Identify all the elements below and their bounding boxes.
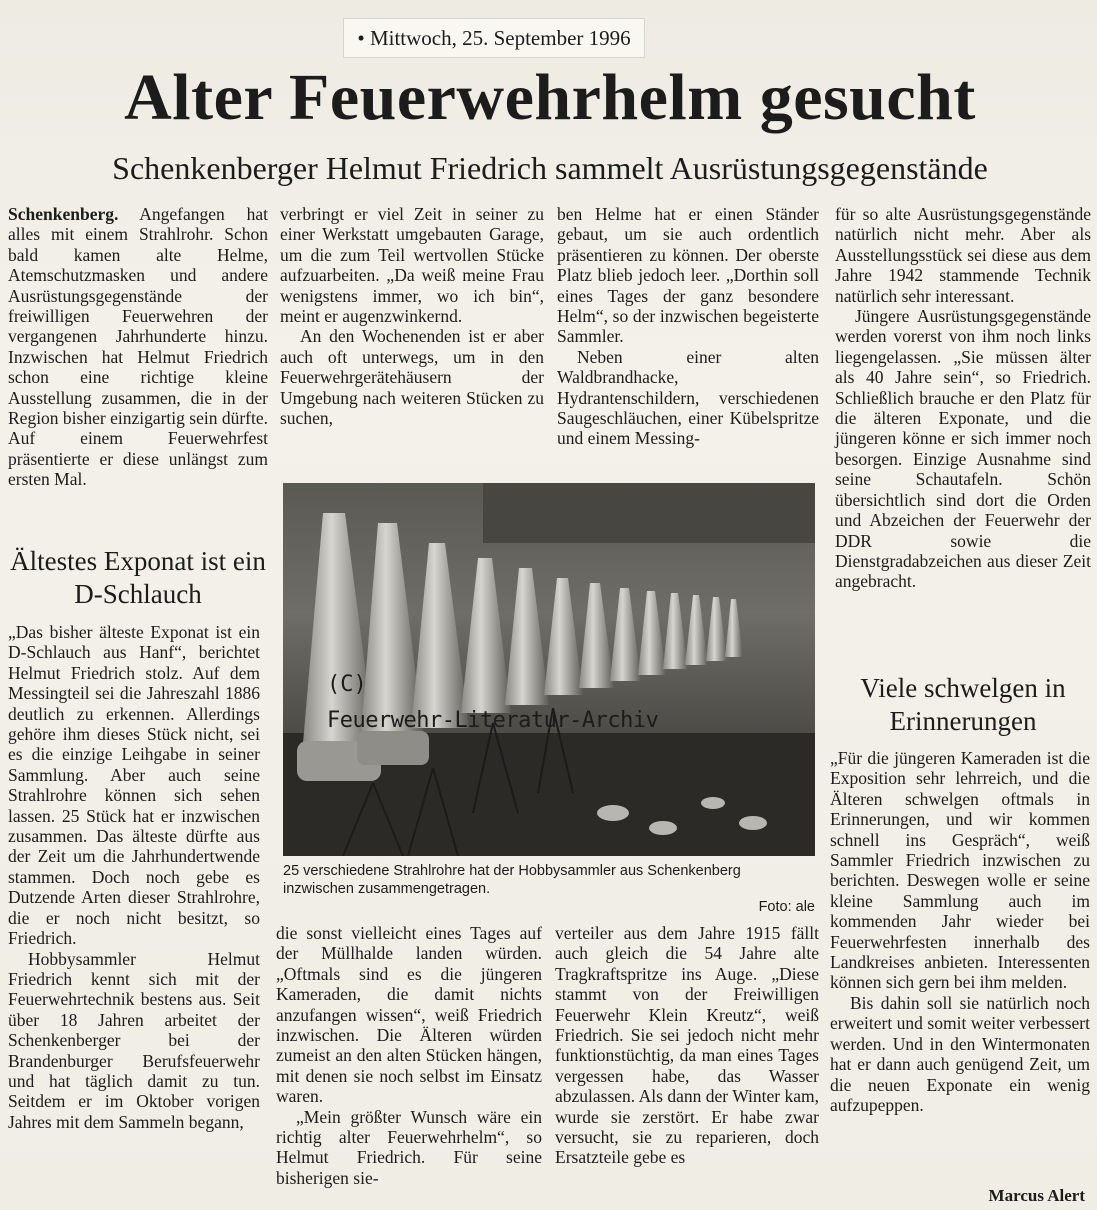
paragraph: Bis dahin soll sie natürlich noch erweitert und somit weiter verbessert werden. Und in den Wintermonaten hat er dann auch genügend Zeit, um die neuen Exponate ein wenig aufzupeppen.	[830, 992, 1090, 1115]
dateline: • Mittwoch, 25. September 1996	[343, 18, 645, 58]
paragraph: Jüngere Ausrüstungsgegenstände werden vorerst von ihm noch links liegengelassen. „Sie müssen älter als 40 Jahre sein“, so Friedrich. Schließlich brauche er den Platz für die älteren Exponate, und die jüngeren könne er sich immer noch besorgen. Einzige Ausnahme sind seine Schautafeln. Schön übersichtlich sind dort die Orden und Abzeichen der Feuerwehr der DDR sowie die Dienstgradabzeichen aus dieser Zeit angebracht.	[835, 306, 1091, 592]
paragraph: Hobbysammler Helmut Friedrich kennt sich mit der Feuerwehrtechnik bestens aus. Seit über 18 Jahren arbeitet der Schenkenberger bei der Brandenburger Berufsfeuerwehr und hat täglich damit zu tun. Seitdem er im Oktober vorigen Jahres mit dem Sammeln begann,	[8, 948, 260, 1132]
author-byline: Marcus Alert	[988, 1186, 1085, 1205]
paragraph: „Mein größter Wunsch wäre ein richtig alter Feuerwehrhelm“, so Helmut Friedrich. Für seine bisherigen sie-	[276, 1106, 542, 1188]
column-1-lower	[8, 622, 260, 1132]
photo-nozzles	[283, 483, 815, 856]
headline: Alter Feuerwehrhelm gesucht	[124, 61, 976, 134]
place-lead: Schenkenberg.	[8, 204, 119, 224]
paragraph: verbringt er viel Zeit in seiner zu einer Werkstatt umgebauten Garage, um die zum Teil wertvollen Stücke aufzuarbeiten. „Da weiß meine Frau wenigstens immer, wo ich bin“, meint er augenzwinkernd.	[280, 204, 544, 327]
column-1	[8, 204, 268, 490]
watermark-archive: Feuerwehr-Literatur-Archiv	[327, 708, 659, 733]
column-2-lower	[276, 923, 542, 1188]
column-3-lower	[555, 923, 819, 1168]
subheadline: Schenkenberger Helmut Friedrich sammelt Ausrüstungsgegenstände	[112, 150, 988, 186]
paragraph: die sonst vielleicht eines Tages auf der Müllhalde landen würden. „Oftmals sind es die jüngeren Kameraden, die damit nichts anzufangen wissen“, weiß Friedrich inzwischen. Die Älteren würden zumeist an den alten Stücken hängen, mit denen sie noch selbst im Einsatz waren.	[276, 923, 542, 1107]
photo-credit: Foto: ale	[758, 899, 815, 915]
photo-caption	[283, 862, 815, 915]
dateline-text: Mittwoch, 25. September 1996	[369, 26, 631, 50]
section-subtitle-memories: Viele schwelgen in Erinnerungen	[860, 673, 1066, 736]
paragraph: „Für die jüngeren Kameraden ist die Exposition sehr lehrreich, und die Älteren schwelgen oftmals in Erinnerungen, und wir kommen schnell ins Gespräch“, weiß Sammler Friedrich inzwischen zu berichten. Deswegen wolle er seine kleine Sammlung auch im kommenden Jahr wieder bei Feuerwehrfesten innerhalb des Landkreises anbieten. Interessenten können sich gern bei ihm melden.	[830, 748, 1090, 993]
column-3	[557, 204, 819, 449]
paragraph: „Das bisher älteste Exponat ist ein D-Schlauch aus Hanf“, berichtet Helmut Friedrich stolz. Auf dem Messingteil sei die Jahreszahl 1886 deutlich zu erkennen. Allerdings gehöre ihm dieses Stück nicht, sei es die einzige Leihgabe in seiner Sammlung. Aber auch seine Strahlrohre können sich sehen lassen. 25 Stück hat er inzwischen zusammen. Das älteste dürfte aus der Zeit um die Jahrhundertwende stammen. Doch noch gebe es Dutzende Arten dieser Strahlrohre, die er noch nicht besitzt, so Friedrich.	[8, 622, 260, 949]
column-4-lower	[830, 748, 1090, 1115]
column-4	[835, 204, 1091, 592]
paragraph: An den Wochenenden ist er aber auch oft unterwegs, um in den Feuerwehrgerätehäusern der Umgebung nach weiteren Stücken zu suchen,	[280, 326, 544, 429]
section-subtitle-oldest-exhibit: Ältestes Exponat ist ein D-Schlauch	[10, 546, 266, 609]
paragraph: für so alte Ausrüstungsgegenstände natürlich nicht mehr. Aber als Ausstellungsstück sei diese aus dem Jahre 1942 stammende Technik natürlich sehr interessant.	[835, 204, 1091, 306]
caption-text: 25 verschiedene Strahlrohre hat der Hobbysammler aus Schenkenberg inzwischen zusammengetragen.	[283, 863, 741, 897]
paragraph: Neben einer alten Waldbrandhacke, Hydrantenschildern, verschiedenen Saugeschläuchen, einer Kübelspritze und einem Messing-	[557, 346, 819, 449]
paragraph: verteiler aus dem Jahre 1915 fällt auch gleich die 54 Jahre alte Tragkraftspritze ins Auge. „Diese stammt von der Freiwilligen Feuerwehr Klein Kreutz“, weiß Friedrich. Sie sei jedoch nicht mehr funktionstüchtig, da man eines Tages vergessen habe, das Wasser abzulassen. Als dann der Winter kam, wurde sie zerstört. Er habe zwar versucht, sie zu reparieren, doch Ersatzteile gebe es	[555, 923, 819, 1168]
column-1-paragraph	[8, 204, 268, 490]
watermark-copyright: (C)	[327, 672, 367, 697]
column-2	[280, 204, 544, 428]
paragraph: ben Helme hat er einen Ständer gebaut, um sie auch ordentlich präsentieren zu können. Der oberste Platz blieb jedoch leer. „Dorthin soll eines Tages der ganz besondere Helm“, so der inzwischen begeisterte Sammler.	[557, 204, 819, 347]
photo-illustration	[283, 483, 815, 856]
column-1-text: Angefangen hat alles mit einem Strahlrohr. Schon bald kamen alte Helme, Atemschutzmasken und andere Ausrüstungsgegenstände der freiwilligen Feuerwehren der vergangenen Jahrhunderte hinzu. Inzwischen hat Helmut Friedrich schon eine richtige kleine Ausstellung zusammen, die in der Region bisher einzigartig sein dürfte. Auf einem Feuerwehrfest präsentierte er diese unlängst zum ersten Mal.	[8, 204, 268, 490]
